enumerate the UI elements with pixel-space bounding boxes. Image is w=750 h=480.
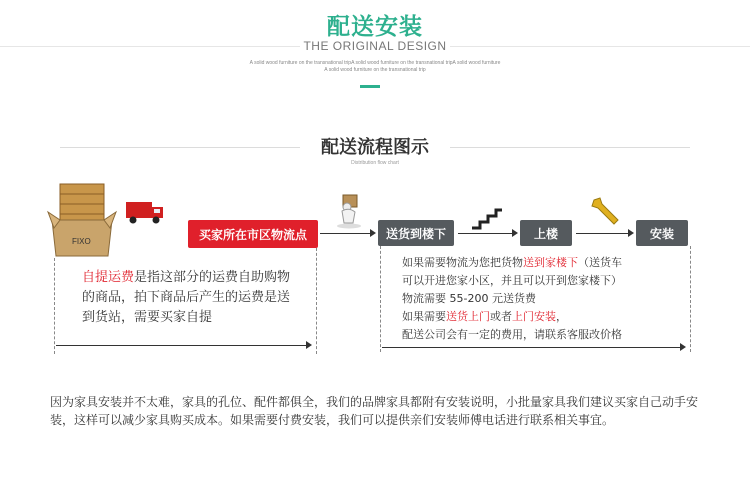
- page-title: 配送安装: [327, 14, 423, 40]
- bracket-arrow-head: [680, 343, 686, 351]
- page-subtitle: THE ORIGINAL DESIGN: [303, 39, 447, 53]
- delivery-person-icon: [333, 193, 365, 229]
- bracket-arrow-line: [382, 347, 680, 348]
- self-pickup-note: [82, 268, 302, 328]
- self-pickup-label: 自提运费: [82, 270, 135, 285]
- flow-step-install: 安装: [636, 220, 688, 246]
- flow-step-upstairs: 上楼: [520, 220, 572, 246]
- delivery-service-note: [402, 254, 692, 344]
- self-pickup-description: 是指这部分的运费自助购物的商品，拍下商品后产生的运费是送到货站，需要买家自提: [82, 270, 291, 325]
- flow-step-deliver-downstairs: 送货到楼下: [378, 220, 454, 246]
- stairs-icon: [470, 208, 504, 230]
- box-label: FIXO: [72, 237, 91, 246]
- bracket-arrow-line: [56, 345, 306, 346]
- dashed-connector: [316, 248, 317, 354]
- section-title: 配送流程图示: [321, 137, 429, 158]
- installation-note: 因为家具安装并不太难，家具的孔位、配件都俱全，我们的品牌家具都附有安装说明，小批量家具我们建议买家自己动手安装，这样可以减少家具购买成本。如果需要付费安装，我们可以提供亲们安装师傅电话进行联系相关事宜。: [50, 395, 699, 427]
- dashed-connector: [54, 258, 55, 354]
- flow-arrow-line: [320, 233, 370, 234]
- flow-arrow-line: [458, 233, 512, 234]
- truck-icon: [124, 200, 166, 226]
- wrench-icon: [590, 196, 622, 226]
- furniture-box-illustration: [46, 182, 118, 260]
- flow-arrow-head: [628, 229, 634, 237]
- tagline-2: A solid wood furniture on the transnational trip: [324, 67, 426, 73]
- note-line: 配送公司会有一定的费用，请联系客服改价格: [402, 328, 622, 341]
- flow-step-logistics-point: 买家所在市区物流点: [188, 220, 318, 248]
- note-line: 如果需要物流为您把货物送到家楼下（送货车: [402, 256, 622, 269]
- note-line: 物流需要 55-200 元送货费: [402, 292, 536, 305]
- accent-bar: [360, 85, 380, 88]
- note-line: 可以开进您家小区，并且可以开到您家楼下）: [402, 274, 622, 287]
- dashed-connector: [380, 246, 381, 352]
- flow-arrow-line: [576, 233, 628, 234]
- section-subtitle: Distribution flow chart: [351, 160, 399, 166]
- tagline-1: A solid wood furniture on the transnational tripA solid wood furniture on the transnational tripA solid wood furniture: [249, 60, 501, 66]
- flow-arrow-head: [512, 229, 518, 237]
- flow-arrow-head: [370, 229, 376, 237]
- note-line: 如果需要送货上门或者上门安装，: [402, 310, 567, 323]
- bracket-arrow-head: [306, 341, 312, 349]
